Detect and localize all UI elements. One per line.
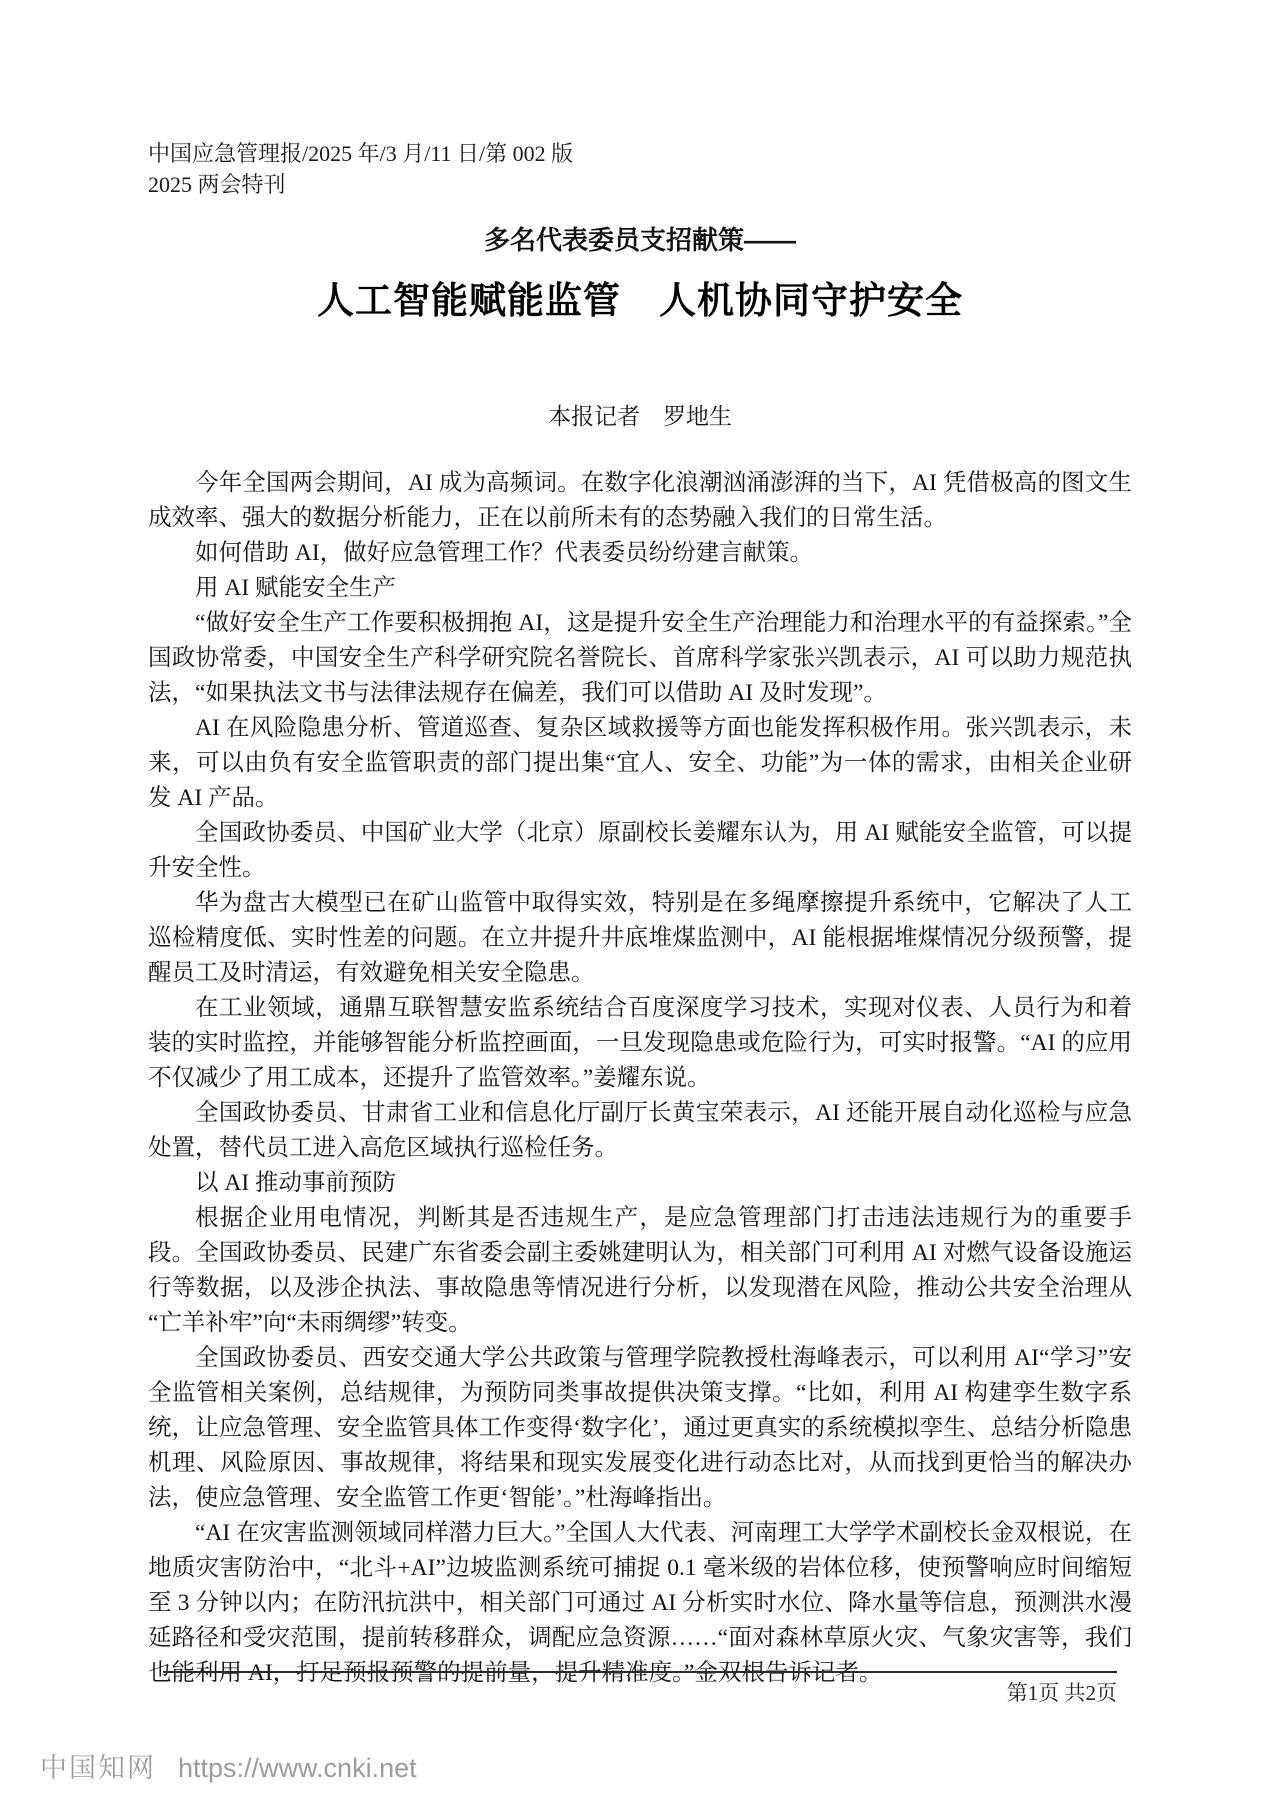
article-paragraph: 华为盘古大模型已在矿山监管中取得实效，特别是在多绳摩擦提升系统中，它解决了人工巡检精度低、实时性差的问题。在立井提升井底堆煤监测中，AI 能根据堆煤情况分级预警，提醒员工及时清运，有效避免相关安全隐患。 — [148, 890, 1132, 986]
section-heading: 以 AI 推动事前预防 — [195, 1170, 397, 1196]
article-paragraph: 全国政协委员、西安交通大学公共政策与管理学院教授杜海峰表示，可以利用 AI“学习”安全监管相关案例，总结规律，为预防同类事故提供决策支撑。“比如，利用 AI 构建孪生数字系统，让应急管理、安全监管具体工作变得‘数字化’，通过更真实的系统模拟孪生、总结分析隐患机理、风险原因、事故规律，将结果和现实发展变化进行动态比对，从而找到更恰当的解决办法，使应急管理、安全监管工作更‘智能’。”杜海峰指出。 — [148, 1345, 1132, 1511]
article-paragraph: AI 在风险隐患分析、管道巡查、复杂区域救援等方面也能发挥积极作用。张兴凯表示，未来，可以由负有安全监管职责的部门提出集“宜人、安全、功能”为一体的需求，由相关企业研发 AI 产品。 — [148, 715, 1132, 811]
cnki-url-label: https://www.cnki.net — [178, 1753, 417, 1783]
article-paragraph: 今年全国两会期间，AI 成为高频词。在数字化浪潮汹涌澎湃的当下，AI 凭借极高的图文生成效率、强大的数据分析能力，正在以前所未有的态势融入我们的日常生活。 — [148, 470, 1132, 531]
footer-divider — [163, 1671, 1117, 1673]
article-paragraph: 如何借助 AI，做好应急管理工作？代表委员纷纷建言献策。 — [195, 540, 814, 566]
article-paragraph: 全国政协委员、中国矿业大学（北京）原副校长姜耀东认为，用 AI 赋能安全监管，可以提升安全性。 — [148, 820, 1132, 881]
cnki-watermark — [40, 1746, 417, 1785]
article-body — [148, 466, 1132, 1691]
section-heading: 用 AI 赋能安全生产 — [195, 575, 397, 601]
article-kicker: 多名代表委员支招献策—— — [483, 225, 796, 255]
article-paragraph: “做好安全生产工作要积极拥抱 AI，这是提升安全生产治理能力和治理水平的有益探索。”全国政协常委，中国安全生产科学研究院名誉院长、首席科学家张兴凯表示，AI 可以助力规范执法，“如果执法文书与法律法规存在偏差，我们可以借助 AI 及时发现”。 — [148, 610, 1133, 706]
page-footer — [163, 1671, 1117, 1707]
article-byline: 本报记者 罗地生 — [548, 404, 732, 429]
article-paragraph: 根据企业用电情况，判断其是否违规生产，是应急管理部门打击违法违规行为的重要手段。全国政协委员、民建广东省委会副主委姚建明认为，相关部门可利用 AI 对燃气设备设施运行等数据，以及涉企执法、事故隐患等情况进行分析，以发现潜在风险，推动公共安全治理从“亡羊补牢”向“未雨绸缪”转变。 — [148, 1205, 1132, 1336]
page-indicator: 第1页 共2页 — [1006, 1681, 1117, 1705]
publication-source-line: 中国应急管理报/2025 年/3 月/11 日/第 002 版 — [148, 141, 574, 166]
article-paragraph: 全国政协委员、甘肃省工业和信息化厅副厅长黄宝荣表示，AI 还能开展自动化巡检与应急处置，替代员工进入高危区域执行巡检任务。 — [148, 1100, 1132, 1161]
document-header — [148, 138, 1132, 200]
cnki-brand-label: 中国知网 — [40, 1753, 156, 1783]
article-title: 人工智能赋能监管 人机协同守护安全 — [317, 280, 963, 321]
article-paragraph: 在工业领域，通鼎互联智慧安监系统结合百度深度学习技术，实现对仪表、人员行为和着装的实时监控，并能够智能分析监控画面，一旦发现隐患或危险行为，可实时报警。“AI 的应用不仅减少了用工成本，还提升了监管效率。”姜耀东说。 — [148, 995, 1132, 1091]
publication-edition-line: 2025 两会特刊 — [148, 172, 286, 197]
article-paragraph: “AI 在灾害监测领域同样潜力巨大。”全国人大代表、河南理工大学学术副校长金双根说，在地质灾害防治中，“北斗+AI”边坡监测系统可捕捉 0.1 毫米级的岩体位移，使预警响应时间缩短至 3 分钟以内；在防汛抗洪中，相关部门可通过 AI 分析实时水位、降水量等信息，预测洪水漫延路径和受灾范围，提前转移群众，调配应急资源……“面对森林草原火灾、气象灾害等，我们也能利用 AI，打足预报预警的提前量，提升精准度。”金双根告诉记者。 — [148, 1520, 1132, 1686]
